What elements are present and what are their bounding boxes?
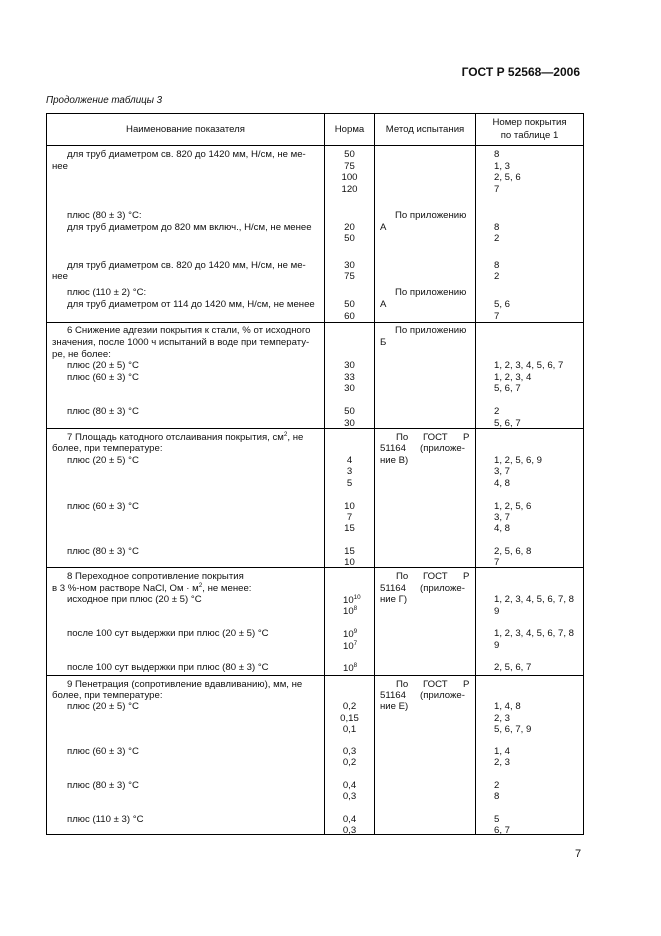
norm-value: 30 [344,360,355,371]
temperature-label: плюс (110 ± 2) °С: [67,287,147,298]
coating-value: 5, 6 [494,299,511,310]
coating-value: 2, 3 [494,757,511,768]
temperature-label: плюс (20 ± 5) °С [67,360,139,371]
coating-value: 2, 5, 6, 7 [494,662,532,673]
coating-value: 7 [494,311,500,322]
row-text: после 100 сут выдержки при плюс (20 ± 5) °С [67,628,269,639]
norm-value: 15 [344,523,355,534]
method-value: По [396,432,409,443]
coating-value: 2 [494,233,500,244]
row-text: нее [52,271,68,282]
method-value: А [380,222,387,233]
page-number: 7 [575,848,582,860]
norm-value: 50 [344,406,355,417]
coating-value: 2, 3 [494,713,511,724]
row-text: более, при температуре: [52,443,163,454]
coating-value: 2 [494,271,500,282]
coating-value: 9 [494,606,500,617]
norm-value: $10^8$ [343,662,358,674]
coating-value: 2 [494,406,500,417]
temperature-label: плюс (80 ± 3) °С [67,406,139,417]
norm-value: 120 [341,184,358,195]
coating-value: 2 [494,780,500,791]
norm-value: 0,4 [342,780,357,791]
method-value: Р [463,432,470,443]
method-value: По [396,679,409,690]
temperature-label: плюс (20 ± 5) °С [67,455,139,466]
coating-value: 5 [494,814,500,825]
norm-value: 0,3 [342,791,357,802]
coating-value: 4, 8 [494,478,511,489]
row-text: для труб диаметром св. 820 до 1420 мм, Н/см, не ме- [67,260,306,271]
row-text: для труб диаметром св. 820 до 1420 мм, Н/см, не ме- [67,149,306,160]
method-value: Б [380,337,387,348]
column-header-method: Метод испытания [385,124,465,135]
norm-value: 0,3 [342,746,357,757]
row-text: 7 Площадь катодного отслаивания покрытия, $см^2$, не [67,431,304,443]
norm-value: 10 [344,501,355,512]
coating-value: 8 [494,260,500,271]
method-value: По приложению [395,287,467,298]
coating-value: 8 [494,149,500,160]
norm-value: 15 [344,546,355,557]
row-text: после 100 сут выдержки при плюс (80 ± 3) °С [67,662,269,673]
method-value: (приложе- [420,583,465,594]
norm-value: 0,3 [342,825,357,836]
coating-value: 7 [494,557,500,568]
temperature-label: плюс (60 ± 3) °С [67,501,139,512]
method-value: ГОСТ [423,679,448,690]
column-header-name: Наименование показателя [126,124,245,135]
coating-value: 8 [494,222,500,233]
method-value: ние Г) [380,594,408,605]
method-value: ние Е) [380,701,409,712]
norm-value: 33 [344,372,355,383]
column-header-coating: Номер покрытия [492,117,567,128]
coating-value: 1, 3 [494,161,511,172]
row-text: для труб диаметром до 820 мм включ., Н/см, не менее [67,222,312,233]
method-value: 51164 [380,443,406,454]
method-value: (приложе- [420,690,465,701]
norm-value: 4 [346,455,353,466]
norm-value: $10^9$ [343,628,358,640]
row-text: нее [52,161,68,172]
norm-value: 10 [344,557,355,568]
coating-value: 1, 2, 3, 4, 5, 6, 7, 8 [494,594,575,605]
norm-value: 100 [341,172,358,183]
norm-value: 0,2 [342,701,357,712]
norm-value: 50 [344,299,355,310]
temperature-label: плюс (80 ± 3) °С [67,780,139,791]
norm-value: 3 [346,466,353,477]
method-value: А [380,299,387,310]
row-text: ре, не более: [52,349,111,360]
method-value: По [396,571,409,582]
norm-value: 30 [344,383,355,394]
coating-value: 5, 6, 7, 9 [494,724,532,735]
document-id: ГОСТ Р 52568—2006 [461,65,580,79]
temperature-label: плюс (80 ± 3) °С [67,546,139,557]
column-header-coating-ref: по таблице 1 [500,130,559,141]
coating-value: 1, 4, 8 [494,701,521,712]
coating-value: 6, 7 [494,825,511,836]
norm-value: 0,15 [340,713,359,724]
coating-value: 5, 6, 7 [494,383,521,394]
coating-value: 3, 7 [494,466,511,477]
method-value: (приложе- [420,443,465,454]
temperature-label: плюс (60 ± 3) °С [67,746,139,757]
norm-value: 0,2 [342,757,357,768]
coating-value: 9 [494,640,500,651]
temperature-label: плюс (110 ± 3) °С [67,814,144,825]
coating-value: 7 [494,184,500,195]
norm-value: 30 [344,260,355,271]
coating-value: 1, 2, 3, 4 [494,372,532,383]
method-value: По приложению [395,325,467,336]
row-text: в 3 %-ном растворе NaCl, Ом · $м^2$, не менее: [52,582,252,594]
method-value: ГОСТ [423,571,448,582]
method-value: Р [463,571,470,582]
coating-value: 1, 2, 3, 4, 5, 6, 7, 8 [494,628,575,639]
coating-value: 5, 6, 7 [494,418,521,429]
coating-value: 8 [494,791,500,802]
coating-value: 1, 2, 3, 4, 5, 6, 7 [494,360,564,371]
method-value: ние В) [380,455,409,466]
norm-value: 0,4 [342,814,357,825]
coating-value: 1, 2, 5, 6, 9 [494,455,543,466]
norm-value: 20 [344,222,355,233]
norm-value: 60 [344,311,355,322]
coating-value: 2, 5, 6 [494,172,521,183]
coating-value: 1, 2, 5, 6 [494,501,532,512]
coating-value: 1, 4 [494,746,511,757]
norm-value: $10^8$ [343,605,358,617]
norm-value: $10^7$ [343,640,358,652]
norm-value: 30 [344,418,355,429]
norm-value: 75 [344,161,355,172]
coating-value: 3, 7 [494,512,511,523]
column-header-norm: Норма [334,124,365,135]
coating-value: 2, 5, 6, 8 [494,546,532,557]
norm-value: 7 [346,512,353,523]
norm-value: 75 [344,271,355,282]
method-value: ГОСТ [423,432,448,443]
norm-value: 50 [344,233,355,244]
temperature-label: плюс (20 ± 5) °С [67,701,139,712]
norm-value: 0,1 [342,724,357,735]
row-text: значения, после 1000 ч испытаний в воде при температу- [52,337,310,348]
row-text: 8 Переходное сопротивление покрытия [67,571,244,582]
row-text: более, при температуре: [52,690,163,701]
coating-value: 4, 8 [494,523,511,534]
temperature-label: плюс (60 ± 3) °С [67,372,139,383]
norm-value: 5 [346,478,353,489]
row-text: 6 Снижение адгезии покрытия к стали, % от исходного [67,325,311,336]
row-text: исходное при плюс (20 ± 5) °С [67,594,202,605]
temperature-label: плюс (80 ± 3) °С: [67,210,142,221]
method-value: 51164 [380,583,406,594]
table-continuation: Продолжение таблицы 3 [46,95,163,106]
row-text: 9 Пенетрация (сопротивление вдавливанию), мм, не [67,679,303,690]
row-text: для труб диаметром от 114 до 1420 мм, Н/см, не менее [67,299,315,310]
method-value: Р [463,679,470,690]
method-value: По приложению [395,210,467,221]
norm-value: $10^{10}$ [343,594,361,606]
norm-value: 50 [344,149,355,160]
method-value: 51164 [380,690,406,701]
